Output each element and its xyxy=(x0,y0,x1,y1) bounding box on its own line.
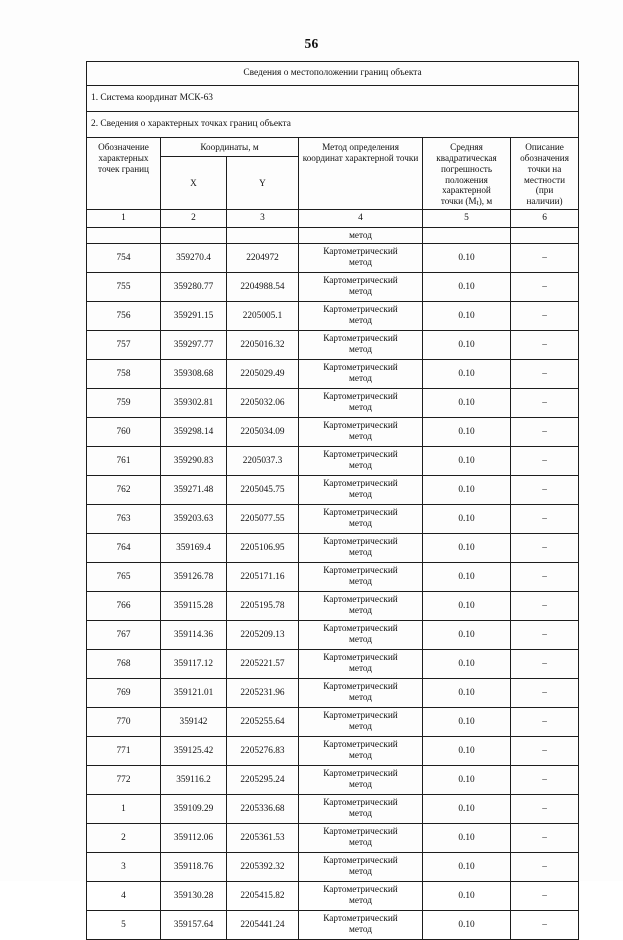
method-line-2: метод xyxy=(348,635,373,646)
method-line-2: метод xyxy=(348,287,373,298)
continuation-row xyxy=(87,228,579,244)
header-point-designation: Обозначение характерных точек границ xyxy=(87,138,161,210)
table-row xyxy=(87,505,579,534)
cell-point-number: 767 xyxy=(87,621,161,650)
cell-coordinate-x: 359157.64 xyxy=(161,911,227,940)
method-line-2: метод xyxy=(348,374,373,385)
cell-coordinate-y: 2205209.13 xyxy=(227,621,299,650)
cell-coordinate-y: 2205077.55 xyxy=(227,505,299,534)
cell-coordinate-x: 359297.77 xyxy=(161,331,227,360)
cell-coordinate-y: 2205231.96 xyxy=(227,679,299,708)
cell-coordinate-y: 2205195.78 xyxy=(227,592,299,621)
method-line-1: Картометрический xyxy=(323,421,398,432)
method-line-1: Картометрический xyxy=(323,711,398,722)
header-y: Y xyxy=(227,157,299,210)
table-row xyxy=(87,360,579,389)
cell-mean-square-error: 0.10 xyxy=(423,302,511,331)
cell-coordinate-y: 2204972 xyxy=(227,244,299,273)
table-row xyxy=(87,447,579,476)
section-2-row xyxy=(87,112,579,138)
cell-method xyxy=(299,563,423,592)
method-line-2: метод xyxy=(348,838,373,849)
method-line-2: метод xyxy=(348,461,373,472)
cell-description: – xyxy=(511,621,579,650)
method-line-2: метод xyxy=(348,316,373,327)
cell-coordinate-y: 2205361.53 xyxy=(227,824,299,853)
header-mse-line-3: погрешность xyxy=(440,163,493,174)
table-row xyxy=(87,592,579,621)
continuation-mt xyxy=(423,228,511,244)
cell-mean-square-error: 0.10 xyxy=(423,621,511,650)
cell-coordinate-x: 359308.68 xyxy=(161,360,227,389)
cell-coordinate-x: 359130.28 xyxy=(161,882,227,911)
cell-coordinate-y: 2205032.06 xyxy=(227,389,299,418)
method-line-1: Картометрический xyxy=(323,508,398,519)
cell-description: – xyxy=(511,824,579,853)
cell-coordinate-x: 359271.48 xyxy=(161,476,227,505)
method-line-2: метод xyxy=(348,345,373,356)
method-line-1: Картометрический xyxy=(323,885,398,896)
cell-point-number: 758 xyxy=(87,360,161,389)
method-line-1: Картометрический xyxy=(323,653,398,664)
cell-point-number: 1 xyxy=(87,795,161,824)
cell-method xyxy=(299,389,423,418)
cell-point-number: 769 xyxy=(87,679,161,708)
cell-mean-square-error: 0.10 xyxy=(423,534,511,563)
cell-point-number: 764 xyxy=(87,534,161,563)
table-row xyxy=(87,273,579,302)
method-line-1: Картометрический xyxy=(323,798,398,809)
cell-description: – xyxy=(511,853,579,882)
cell-mean-square-error: 0.10 xyxy=(423,476,511,505)
continuation-description xyxy=(511,228,579,244)
cell-method xyxy=(299,824,423,853)
cell-point-number: 3 xyxy=(87,853,161,882)
cell-coordinate-x: 359291.15 xyxy=(161,302,227,331)
cell-method xyxy=(299,679,423,708)
header-coordinates-group: Координаты, м xyxy=(161,138,299,157)
cell-point-number: 763 xyxy=(87,505,161,534)
cell-point-number: 757 xyxy=(87,331,161,360)
cell-coordinate-y: 2205045.75 xyxy=(227,476,299,505)
table-row xyxy=(87,795,579,824)
cell-coordinate-y: 2205034.09 xyxy=(227,418,299,447)
cell-method xyxy=(299,853,423,882)
column-number-1: 1 xyxy=(87,210,161,228)
method-line-1: Картометрический xyxy=(323,595,398,606)
method-line-2: метод xyxy=(348,780,373,791)
cell-point-number: 772 xyxy=(87,766,161,795)
method-line-1: Картометрический xyxy=(323,682,398,693)
cell-method xyxy=(299,273,423,302)
column-number-row xyxy=(87,210,579,228)
method-line-2: метод xyxy=(348,722,373,733)
cell-description: – xyxy=(511,360,579,389)
table-row xyxy=(87,679,579,708)
column-number-2: 2 xyxy=(161,210,227,228)
cell-method xyxy=(299,650,423,679)
cell-coordinate-y: 2205005.1 xyxy=(227,302,299,331)
cell-point-number: 770 xyxy=(87,708,161,737)
cell-method xyxy=(299,592,423,621)
table-row xyxy=(87,766,579,795)
cell-coordinate-x: 359302.81 xyxy=(161,389,227,418)
cell-description: – xyxy=(511,592,579,621)
cell-coordinate-y: 2205106.95 xyxy=(227,534,299,563)
method-line-2: метод xyxy=(348,519,373,530)
table-row xyxy=(87,418,579,447)
method-line-2: метод xyxy=(348,490,373,501)
table-row xyxy=(87,650,579,679)
header-description xyxy=(511,138,579,210)
continuation-point xyxy=(87,228,161,244)
cell-mean-square-error: 0.10 xyxy=(423,244,511,273)
cell-point-number: 755 xyxy=(87,273,161,302)
cell-coordinate-x: 359112.06 xyxy=(161,824,227,853)
cell-coordinate-y: 2205016.32 xyxy=(227,331,299,360)
method-line-1: Картометрический xyxy=(323,856,398,867)
table-row xyxy=(87,302,579,331)
cell-method xyxy=(299,476,423,505)
cell-description: – xyxy=(511,737,579,766)
cell-mean-square-error: 0.10 xyxy=(423,273,511,302)
header-mse-line-4: положения xyxy=(445,174,488,185)
cell-point-number: 4 xyxy=(87,882,161,911)
cell-coordinate-x: 359298.14 xyxy=(161,418,227,447)
cell-coordinate-x: 359116.2 xyxy=(161,766,227,795)
cell-coordinate-x: 359118.76 xyxy=(161,853,227,882)
cell-method xyxy=(299,621,423,650)
header-row-top xyxy=(87,138,579,157)
continuation-x xyxy=(161,228,227,244)
cell-coordinate-y: 2205415.82 xyxy=(227,882,299,911)
cell-mean-square-error: 0.10 xyxy=(423,824,511,853)
method-line-1: Картометрический xyxy=(323,740,398,751)
cell-coordinate-y: 2205295.24 xyxy=(227,766,299,795)
cell-mean-square-error: 0.10 xyxy=(423,882,511,911)
method-line-1: Картометрический xyxy=(323,276,398,287)
cell-point-number: 771 xyxy=(87,737,161,766)
table-row xyxy=(87,389,579,418)
cell-description: – xyxy=(511,505,579,534)
cell-mean-square-error: 0.10 xyxy=(423,592,511,621)
method-line-2: метод xyxy=(348,548,373,559)
header-mse-line-1: Средняя xyxy=(450,142,483,152)
method-line-1: Картометрический xyxy=(323,827,398,838)
cell-mean-square-error: 0.10 xyxy=(423,447,511,476)
table-row xyxy=(87,824,579,853)
table-row xyxy=(87,476,579,505)
boundary-points-table xyxy=(86,61,579,940)
table-row xyxy=(87,708,579,737)
header-x: X xyxy=(161,157,227,210)
table-row xyxy=(87,244,579,273)
table-row xyxy=(87,621,579,650)
cell-point-number: 760 xyxy=(87,418,161,447)
cell-method xyxy=(299,505,423,534)
cell-point-number: 768 xyxy=(87,650,161,679)
cell-method xyxy=(299,795,423,824)
table-row xyxy=(87,563,579,592)
cell-description: – xyxy=(511,911,579,940)
cell-point-number: 5 xyxy=(87,911,161,940)
header-mse-line-6a: точки (M xyxy=(440,196,477,207)
method-line-1: Картометрический xyxy=(323,450,398,461)
cell-description: – xyxy=(511,447,579,476)
cell-method xyxy=(299,708,423,737)
cell-mean-square-error: 0.10 xyxy=(423,418,511,447)
method-line-1: Картометрический xyxy=(323,566,398,577)
table-row xyxy=(87,853,579,882)
continuation-method: метод xyxy=(299,228,423,244)
cell-point-number: 756 xyxy=(87,302,161,331)
header-mse-subscript: t xyxy=(476,198,479,208)
continuation-y xyxy=(227,228,299,244)
method-line-1: Картометрический xyxy=(323,392,398,403)
method-line-2: метод xyxy=(348,664,373,675)
cell-coordinate-y: 2205037.3 xyxy=(227,447,299,476)
cell-coordinate-x: 359109.29 xyxy=(161,795,227,824)
cell-mean-square-error: 0.10 xyxy=(423,795,511,824)
table-row xyxy=(87,911,579,940)
cell-description: – xyxy=(511,418,579,447)
column-number-3: 3 xyxy=(227,210,299,228)
header-desc-line-6: наличии) xyxy=(526,196,563,207)
method-line-2: метод xyxy=(348,403,373,414)
cell-coordinate-y: 2205255.64 xyxy=(227,708,299,737)
cell-point-number: 759 xyxy=(87,389,161,418)
method-line-1: Картометрический xyxy=(323,305,398,316)
cell-point-number: 765 xyxy=(87,563,161,592)
cell-coordinate-y: 2205171.16 xyxy=(227,563,299,592)
header-mean-square-error xyxy=(423,138,511,210)
cell-mean-square-error: 0.10 xyxy=(423,679,511,708)
cell-method xyxy=(299,360,423,389)
cell-point-number: 761 xyxy=(87,447,161,476)
cell-method xyxy=(299,911,423,940)
cell-coordinate-x: 359121.01 xyxy=(161,679,227,708)
cell-mean-square-error: 0.10 xyxy=(423,505,511,534)
cell-method xyxy=(299,882,423,911)
cell-description: – xyxy=(511,302,579,331)
cell-coordinate-y: 2205441.24 xyxy=(227,911,299,940)
cell-coordinate-x: 359270.4 xyxy=(161,244,227,273)
header-mse-line-2: квадратическая xyxy=(436,152,497,163)
cell-description: – xyxy=(511,273,579,302)
header-mse-line-6b: ), м xyxy=(478,196,493,207)
cell-description: – xyxy=(511,389,579,418)
cell-description: – xyxy=(511,679,579,708)
table-row xyxy=(87,534,579,563)
cell-coordinate-x: 359117.12 xyxy=(161,650,227,679)
method-line-1: Картометрический xyxy=(323,479,398,490)
cell-coordinate-x: 359290.83 xyxy=(161,447,227,476)
header-desc-line-3: точки на xyxy=(527,163,562,174)
cell-description: – xyxy=(511,650,579,679)
cell-coordinate-y: 2205221.57 xyxy=(227,650,299,679)
cell-description: – xyxy=(511,708,579,737)
header-desc-line-4: местности xyxy=(524,174,566,185)
cell-mean-square-error: 0.10 xyxy=(423,360,511,389)
method-line-2: метод xyxy=(348,258,373,269)
section-1-label: 1. Система координат МСК-63 xyxy=(87,86,579,112)
method-line-2: метод xyxy=(348,606,373,617)
cell-mean-square-error: 0.10 xyxy=(423,708,511,737)
cell-coordinate-x: 359280.77 xyxy=(161,273,227,302)
cell-coordinate-x: 359142 xyxy=(161,708,227,737)
table-row xyxy=(87,882,579,911)
cell-point-number: 2 xyxy=(87,824,161,853)
cell-description: – xyxy=(511,766,579,795)
page-number: 56 xyxy=(304,36,319,51)
cell-coordinate-x: 359115.28 xyxy=(161,592,227,621)
cell-description: – xyxy=(511,563,579,592)
method-line-2: метод xyxy=(348,925,373,936)
table-banner-row xyxy=(87,62,579,86)
cell-mean-square-error: 0.10 xyxy=(423,650,511,679)
header-desc-line-1: Описание xyxy=(525,142,564,152)
cell-coordinate-y: 2205336.68 xyxy=(227,795,299,824)
cell-mean-square-error: 0.10 xyxy=(423,737,511,766)
cell-description: – xyxy=(511,476,579,505)
cell-mean-square-error: 0.10 xyxy=(423,766,511,795)
cell-mean-square-error: 0.10 xyxy=(423,331,511,360)
cell-coordinate-x: 359114.36 xyxy=(161,621,227,650)
method-line-1: Картометрический xyxy=(323,247,398,258)
cell-method xyxy=(299,534,423,563)
cell-point-number: 766 xyxy=(87,592,161,621)
cell-method xyxy=(299,418,423,447)
cell-coordinate-x: 359169.4 xyxy=(161,534,227,563)
cell-description: – xyxy=(511,882,579,911)
table-row xyxy=(87,737,579,766)
cell-coordinate-x: 359126.78 xyxy=(161,563,227,592)
method-line-1: Картометрический xyxy=(323,769,398,780)
method-line-2: метод xyxy=(348,432,373,443)
section-1-row xyxy=(87,86,579,112)
method-line-2: метод xyxy=(348,577,373,588)
method-line-2: метод xyxy=(348,693,373,704)
method-line-1: Картометрический xyxy=(323,624,398,635)
cell-method xyxy=(299,447,423,476)
method-line-2: метод xyxy=(348,867,373,878)
cell-method xyxy=(299,244,423,273)
header-method: Метод определения координат характерной точки xyxy=(299,138,423,210)
method-line-2: метод xyxy=(348,751,373,762)
cell-method xyxy=(299,737,423,766)
cell-description: – xyxy=(511,534,579,563)
header-mse-line-5: характерной xyxy=(442,185,491,196)
table-row xyxy=(87,331,579,360)
cell-point-number: 762 xyxy=(87,476,161,505)
method-line-2: метод xyxy=(348,896,373,907)
cell-coordinate-x: 359125.42 xyxy=(161,737,227,766)
header-desc-line-2: обозначения xyxy=(520,152,569,163)
column-number-6: 6 xyxy=(511,210,579,228)
cell-method xyxy=(299,302,423,331)
cell-mean-square-error: 0.10 xyxy=(423,853,511,882)
cell-mean-square-error: 0.10 xyxy=(423,389,511,418)
cell-coordinate-x: 359203.63 xyxy=(161,505,227,534)
method-line-1: Картометрический xyxy=(323,334,398,345)
cell-coordinate-y: 2205276.83 xyxy=(227,737,299,766)
cell-description: – xyxy=(511,331,579,360)
column-number-4: 4 xyxy=(299,210,423,228)
table-banner-title: Сведения о местоположении границ объекта xyxy=(87,62,579,86)
header-desc-line-5: (при xyxy=(535,185,554,196)
cell-point-number: 754 xyxy=(87,244,161,273)
cell-coordinate-y: 2205392.32 xyxy=(227,853,299,882)
cell-method xyxy=(299,331,423,360)
column-number-5: 5 xyxy=(423,210,511,228)
cell-mean-square-error: 0.10 xyxy=(423,563,511,592)
cell-coordinate-y: 2205029.49 xyxy=(227,360,299,389)
section-2-label: 2. Сведения о характерных точках границ объекта xyxy=(87,112,579,138)
cell-coordinate-y: 2204988.54 xyxy=(227,273,299,302)
cell-mean-square-error: 0.10 xyxy=(423,911,511,940)
cell-description: – xyxy=(511,795,579,824)
method-line-1: Картометрический xyxy=(323,537,398,548)
method-line-1: Картометрический xyxy=(323,363,398,374)
method-line-2: метод xyxy=(348,809,373,820)
cell-method xyxy=(299,766,423,795)
method-line-1: Картометрический xyxy=(323,914,398,925)
cell-description: – xyxy=(511,244,579,273)
